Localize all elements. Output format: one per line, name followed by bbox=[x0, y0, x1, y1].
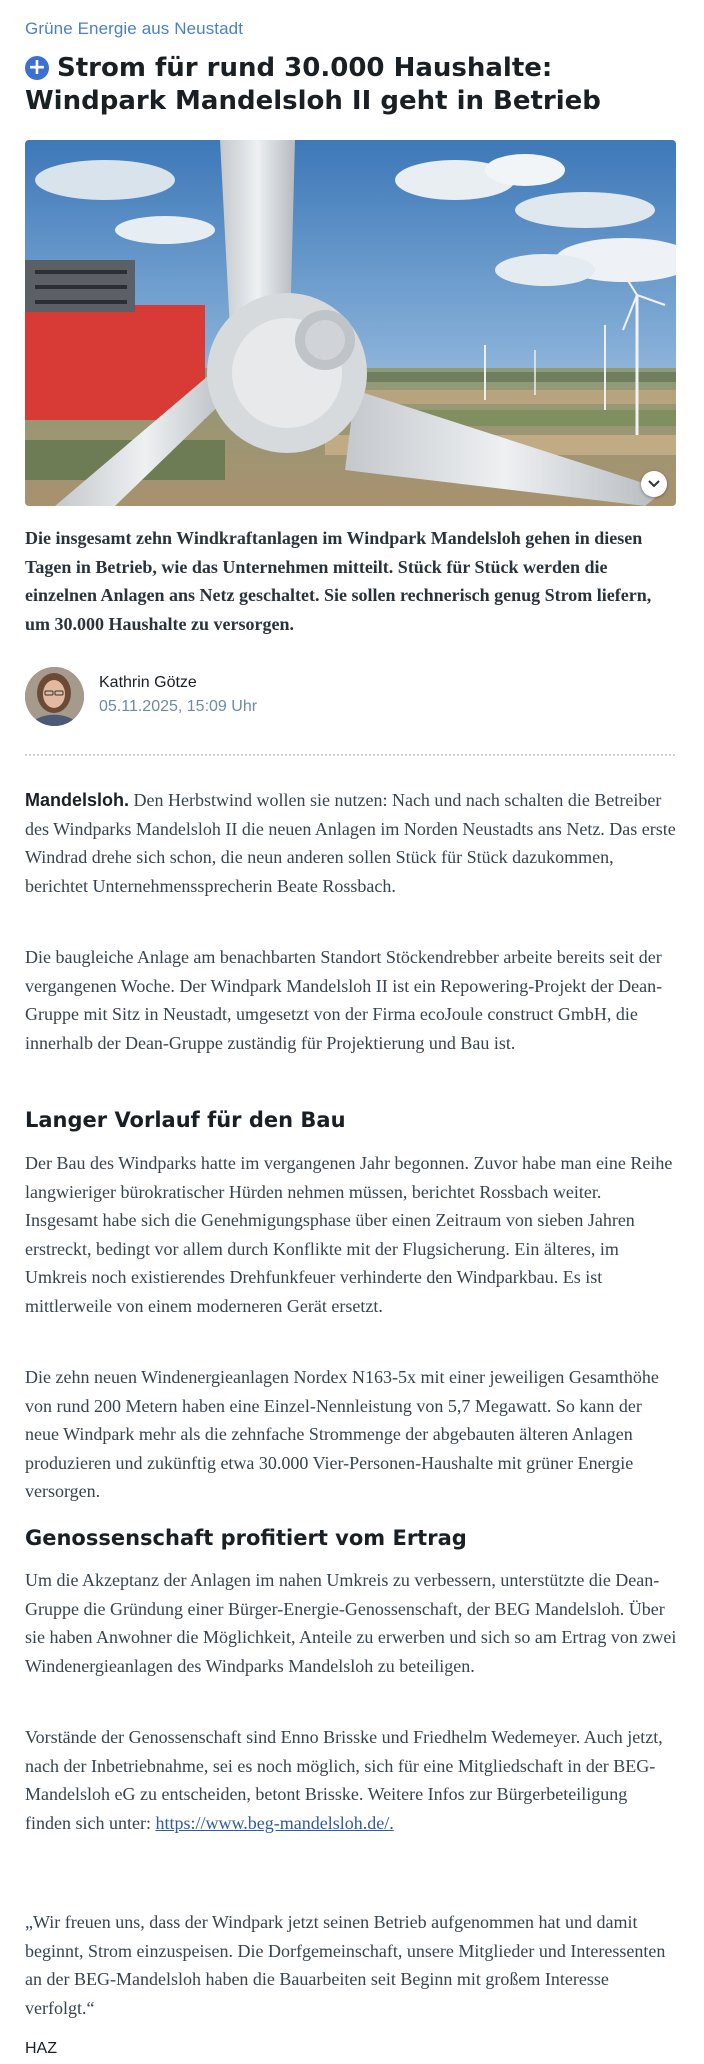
paragraph-2: Die baugleiche Anlage am benachbarten Standort Stöckendrebber arbeite bereits seit der vergangenen Woche. Der Windpark Mandelsloh II ist ein Repowering-Projekt der Dean-Gruppe mit Sitz in Neustadt, umgesetzt von der Firma ecoJoule construct GmbH, die innerhalb der Dean-Gruppe zuständig für Projektierung und Bau ist. bbox=[25, 947, 663, 1053]
plus-icon: + bbox=[25, 56, 49, 80]
paragraph-3: Der Bau des Windparks hatte im vergangenen Jahr begonnen. Zuvor habe man eine Reihe langwieriger bürokratischer Hürden nehmen müssen, berichtet Rossbach weiter. Insgesamt habe sich die Genehmigungsphase über einen Zeitraum von sieben Jahren erstreckt, bedingt vor allem durch Konflikte mit der Flugsicherung. Ein älteres, im Umkreis noch existierendes Drehfunkfeuer verhinderte den Windparkbau. Es ist mittlerweile von einem moderneren Gerät ersetzt. bbox=[25, 1153, 673, 1316]
paragraph-6-text: Vorstände der Genossenschaft sind Enno Brisske und Friedhelm Wedemeyer. Auch jetzt, nach der Inbetriebnahme, sei es noch möglich, sich für eine Mitgliedschaft in der BEG-Mandelsloh eG zu entscheiden, betont Brisske. Weitere Infos zur Bürgerbeteiligung finden sich unter: bbox=[25, 1727, 663, 1833]
avatar[interactable] bbox=[25, 667, 84, 726]
divider bbox=[25, 754, 675, 756]
source-label: HAZ bbox=[25, 2040, 57, 2057]
paragraph-6 bbox=[25, 1723, 677, 1837]
headline-text: Strom für rund 30.000 Haushalte: Windpark Mandelsloh II geht in Betrieb bbox=[25, 53, 601, 116]
article-headline bbox=[25, 52, 675, 118]
paragraph-4: Die zehn neuen Windenergieanlagen Nordex N163-5x mit einer jeweiligen Gesamthöhe von rund 200 Metern haben eine Einzel-Nennleistung von 5,7 Megawatt. So kann der neue Windpark mehr als die zehnfache Strommenge der abgebauten älteren Anlagen produzieren und zukünftig etwa 30.000 Vier-Personen-Haushalte mit grüner Energie versorgen. bbox=[25, 1367, 659, 1501]
chevron-down-icon bbox=[648, 480, 660, 488]
expand-image-button[interactable] bbox=[641, 471, 667, 497]
article-lead: Die insgesamt zehn Windkraftanlagen im Windpark Mandelsloh gehen in diesen Tagen in Betrieb, wie das Unternehmen mitteilt. Stück für Stück werden die einzelnen Anlagen ans Netz geschaltet. Sie sollen rechnerisch genug Strom liefern, um 30.000 Haushalte zu versorgen. bbox=[25, 528, 652, 634]
subheading-1: Langer Vorlauf für den Bau bbox=[25, 1108, 346, 1132]
paragraph-1 bbox=[25, 786, 677, 900]
dateline: Mandelsloh. bbox=[25, 790, 130, 810]
hero-image[interactable] bbox=[25, 140, 676, 506]
article-kicker[interactable]: Grüne Energie aus Neustadt bbox=[25, 19, 244, 38]
publish-date: 05.11.2025, 15:09 Uhr bbox=[99, 698, 258, 715]
subheading-2: Genossenschaft profitiert vom Ertrag bbox=[25, 1526, 467, 1550]
paragraph-1-text: Den Herbstwind wollen sie nutzen: Nach und nach schalten die Betreiber des Windparks Mandelsloh II die neuen Anlagen im Norden Neustadts ans Netz. Das erste Windrad drehe sich schon, die neun anderen sollen Stück für Stück dazukommen, berichtet Unternehmenssprecherin Beate Rossbach. bbox=[25, 790, 676, 896]
quote-paragraph: „Wir freuen uns, dass der Windpark jetzt seinen Betrieb aufgenommen hat und damit beginnt, Strom einzuspeisen. Die Dorfgemeinschaft, unsere Mitglieder und Interessenten an der BEG-Mandelsloh haben die Bauarbeiten seit Beginn mit großem Interesse verfolgt.“ bbox=[25, 1912, 666, 2018]
author-name[interactable]: Kathrin Götze bbox=[99, 674, 197, 691]
paragraph-5: Um die Akzeptanz der Anlagen im nahen Umkreis zu verbessern, unterstützte die Dean-Gruppe die Gründung einer Bürger-Energie-Genossenschaft, der BEG Mandelsloh. Über sie haben Anwohner die Möglichkeit, Anteile zu erwerben und sich so am Ertrag von zwei Windenergieanlagen des Windparks Mandelsloh zu beteiligen. bbox=[25, 1570, 677, 1676]
beg-website-link[interactable]: https://www.beg-mandelsloh.de/. bbox=[155, 1812, 394, 1833]
author-box bbox=[25, 667, 675, 727]
